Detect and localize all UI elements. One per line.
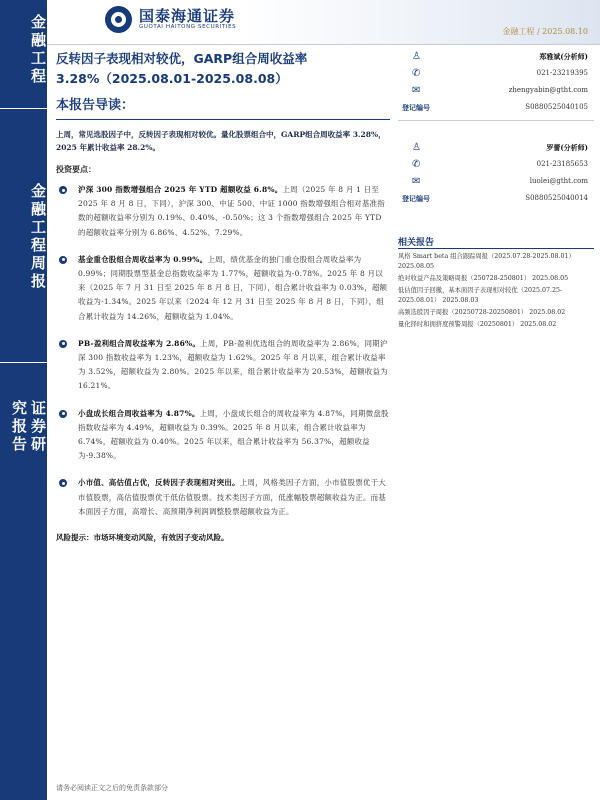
disclaimer-footer: 请务必阅读正文之后的免责条款部分 <box>56 784 168 792</box>
analyst-phone-row <box>398 156 594 173</box>
bullet-circle-icon <box>59 479 67 487</box>
analyst-phone: 021-23185653 <box>536 160 588 168</box>
investment-point <box>56 183 390 240</box>
investment-points-heading: 投资要点： <box>56 164 96 174</box>
report-category-date: 金融工程 / 2025.08.10 <box>502 27 588 36</box>
investment-point <box>56 337 390 394</box>
guide-divider <box>56 119 390 120</box>
analyst-name: 郑雅斌(分析师) <box>539 52 588 61</box>
analyst-name-row <box>398 139 594 156</box>
point-text: 上周，风格类因子方面，小市值股票优于大市值股票，高估值股票优于低估值股票。技术类因子方面，低涨幅股票超额收益为正。而基本面因子方面，高增长、高预期净利润调整股票超额收益为正。 <box>78 478 387 516</box>
cert-label: 登记编号 <box>402 103 430 112</box>
point-text: 上周，绩优基金的独门重仓股组合周收益率为 0.99%；同期股票型基金总指数收益率为 1.77%，超额收益为-0.78%。2025 年 8 月以来（2025 年 7 月 31 日至 2025 年 8 月 8 日，下同），组合累计收益率为 0.03%，超额收益为-1.34%。2025 年以来（2024 年 12 月 31 日至 2025 年 8 月 8 日，下同），组合累计收益为 14.26%，超额收益为 1.04%。 <box>78 254 388 321</box>
risk-warning: 风险提示：市场环境变动风险，有效因子变动风险。 <box>56 533 229 543</box>
phone-icon: ✆ <box>412 159 421 170</box>
analyst-email[interactable]: zhengyabin@gtht.com <box>508 86 588 94</box>
related-report-item[interactable]: 低估值因子回撤，基本面因子表现相对较优（2025.07.25-2025.08.01） 2025.08.03 <box>398 287 563 304</box>
analyst-email-row <box>398 82 594 99</box>
company-logo-icon <box>105 6 132 33</box>
analyst-divider <box>398 120 594 121</box>
investment-point <box>56 476 390 519</box>
guide-heading: 本报告导读： <box>56 98 135 113</box>
person-icon: ♙ <box>412 142 421 153</box>
sidebar-divider <box>0 362 47 363</box>
analyst-panel <box>398 48 594 207</box>
person-icon: ♙ <box>412 51 421 62</box>
point-lead: PB-盈利组合周收益率为 2.86%。 <box>78 338 201 348</box>
point-lead: 小市值、高估值占优，反转因子表现相对突出。 <box>78 478 240 488</box>
analyst-cert-number: S0880525040014 <box>525 194 588 202</box>
point-lead: 沪深 300 指数增强组合 2025 年 YTD 超额收益 6.8%。 <box>78 185 283 194</box>
related-report-item[interactable]: 绝对收益产品及策略周报（250728-250801） 2025.08.05 <box>398 275 569 282</box>
point-lead: 小盘成长组合周收益率为 4.87%。 <box>78 408 200 418</box>
analyst-email[interactable]: luolei@gtht.com <box>529 177 588 185</box>
sidebar-label-category: 金融工程 <box>29 14 47 86</box>
email-icon: ✉ <box>412 176 421 187</box>
analyst-cert-row <box>398 99 594 116</box>
point-text: 上周，PB-盈利优选组合的周收益率为 2.86%，同期沪深 300 指数收益率为 1.23%，超额收益为 1.62%。2025 年 8 月以来，组合累计收益率为 3.52%，超额收益为 2.80%。2025 年以来，组合累计收益率为 20.53%，超额收益为 16.21%。 <box>78 338 388 391</box>
point-text: 上周（2025 年 8 月 1 日至 2025 年 8 月 8 日，下同），沪深 300、中证 500、中证 1000 指数增强组合相对基准指数的超额收益率分别为 0.19%、0.40%、-0.50%；这 3 个指数增强组合 2025 年 YTD 的超额收益率分别为 6.86%、4.52%、7.29%。 <box>78 185 385 237</box>
company-name: 国泰海通证券 <box>139 7 236 25</box>
analyst-phone: 021-23219395 <box>536 69 588 77</box>
related-reports-list <box>398 252 594 332</box>
analyst-card <box>398 48 594 116</box>
sidebar-label-doc-type: 证券研究报告 <box>10 400 47 454</box>
left-sidebar <box>0 0 47 800</box>
analyst-email-row <box>398 173 594 190</box>
main-column <box>56 94 390 543</box>
related-report-item[interactable]: 量化择时和拥挤度预警周报（20250801） 2025.08.02 <box>398 321 557 328</box>
bullet-circle-icon <box>59 410 67 418</box>
analyst-cert-number: S0880525040105 <box>525 103 588 111</box>
related-divider <box>398 248 594 249</box>
page-header <box>47 0 600 44</box>
bullet-circle-icon <box>59 256 67 264</box>
report-summary: 上周，常见选股因子中，反转因子表现相对较优。量化股票组合中，GARP组合周收益率 3.28%，2025 年累计收益率 28.2%。 <box>56 130 386 152</box>
analyst-name-row <box>398 48 594 65</box>
point-text: 上周，小盘成长组合的周收益率为 4.87%，同期微盘股指数收益率为 4.49%，超额收益为 0.39%。2025 年 8 月以来，组合累计收益率为 6.74%，超额收益为 0.40%。2025 年以来，组合累计收益率为 56.37%，超额收益为-9.38%。 <box>78 408 389 461</box>
related-report-item[interactable]: 高频选股因子周报（20250728-20250801） 2025.08.02 <box>398 309 566 316</box>
sidebar-label-report-type: 金融工程周报 <box>29 183 47 291</box>
report-title: 反转因子表现相对较优，GARP组合周收益率3.28%（2025.08.01-2025.08.08） <box>56 51 308 86</box>
point-lead: 基金重仓股组合周收益率为 0.99%。 <box>78 254 208 264</box>
email-icon: ✉ <box>412 85 421 96</box>
investment-point <box>56 253 390 324</box>
related-reports-heading: 相关报告 <box>398 238 435 248</box>
analyst-name: 罗蕾(分析师) <box>546 143 588 152</box>
cert-label: 登记编号 <box>402 194 430 203</box>
phone-icon: ✆ <box>412 68 421 79</box>
analyst-cert-row <box>398 190 594 207</box>
company-name-english: GUOTAI HAITONG SECURITIES <box>139 24 237 30</box>
sidebar-divider <box>0 108 47 109</box>
analyst-card <box>398 139 594 207</box>
bullet-circle-icon <box>59 340 67 348</box>
bullet-circle-icon <box>59 186 67 194</box>
investment-point <box>56 407 390 464</box>
analyst-phone-row <box>398 65 594 82</box>
header-divider <box>47 44 600 45</box>
related-report-item[interactable]: 风格 Smart beta 组合跟踪周报（2025.07.28-2025.08.01） 2025.08.05 <box>398 253 575 270</box>
